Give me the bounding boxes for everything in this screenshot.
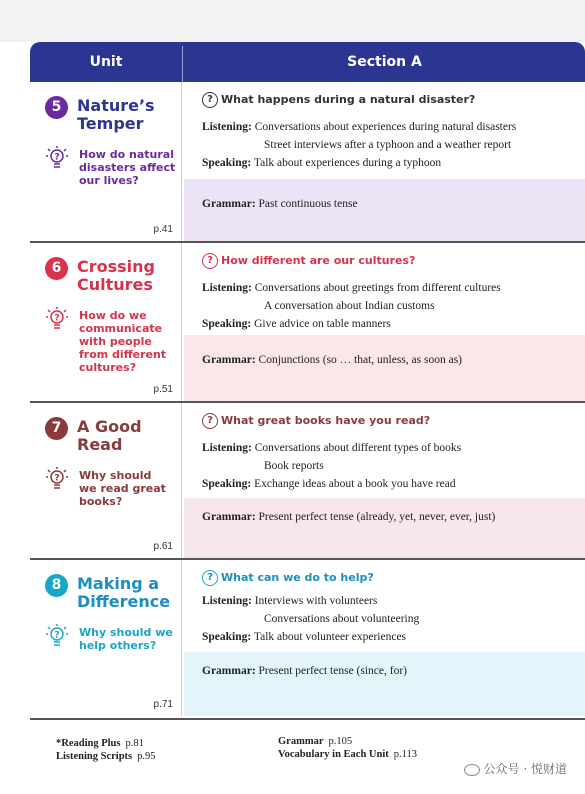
grammar-line <box>202 510 495 524</box>
footer-grammar <box>278 736 352 747</box>
grammar-label: Grammar: <box>202 665 256 677</box>
grammar-label: Grammar: <box>202 511 256 523</box>
speaking-item: Talk about experiences during a typhoon <box>253 157 442 169</box>
svg-text:?: ? <box>54 630 60 641</box>
section-question <box>202 413 430 429</box>
listening-label: Listening: <box>202 442 252 454</box>
grammar-item: Past continuous tense <box>258 198 358 210</box>
grammar-label: Grammar: <box>202 354 256 366</box>
section-question-text: What happens during a natural disaster? <box>221 93 476 106</box>
grammar-band <box>184 335 585 401</box>
listening-item: Conversations about different types of books <box>254 442 462 454</box>
footer-label: Vocabulary in Each Unit <box>278 749 389 760</box>
grammar-band <box>184 498 585 558</box>
listening-label: Listening: <box>202 282 252 294</box>
listening-item: Conversations about greetings from different cultures <box>254 282 501 294</box>
unit-essential-question: Why should we help others? <box>79 626 173 652</box>
footer-page: p.95 <box>137 751 156 762</box>
unit-number-badge: 8 <box>45 574 68 597</box>
footer-vocabulary <box>278 749 417 760</box>
unit-number-badge: 5 <box>45 96 68 119</box>
unit-cell <box>30 403 182 558</box>
grammar-band <box>184 179 585 241</box>
unit-essential-question: How do natural disasters affect our lives? <box>79 148 176 187</box>
unit-row-7 <box>30 403 585 558</box>
unit-cell <box>30 82 182 241</box>
listening-line-1 <box>202 120 516 134</box>
unit-essential-question: How do we communicate with people from different cultures? <box>79 309 167 374</box>
section-cell <box>184 560 585 716</box>
watermark <box>464 760 567 777</box>
grammar-item: Conjunctions (so … that, unless, as soon as) <box>258 354 463 366</box>
speaking-line <box>202 630 406 644</box>
section-question-text: What great books have you read? <box>221 414 431 427</box>
section-cell <box>184 243 585 401</box>
listening-label: Listening: <box>202 121 252 133</box>
footer-page: p.113 <box>393 749 418 760</box>
grammar-line <box>202 197 358 211</box>
header-section: Section A <box>347 54 422 70</box>
footer-page: p.105 <box>328 736 353 747</box>
listening-line-2: A conversation about Indian customs <box>264 300 435 312</box>
section-question <box>202 92 475 108</box>
question-mark-icon: ? <box>202 253 218 269</box>
svg-text:?: ? <box>54 152 60 163</box>
speaking-label: Speaking: <box>202 631 252 643</box>
listening-item: Conversations about experiences during natural disasters <box>254 121 517 133</box>
listening-item: Interviews with volunteers <box>254 595 378 607</box>
table-header <box>30 42 585 82</box>
unit-number-badge: 6 <box>45 257 68 280</box>
question-bulb-icon <box>44 144 70 170</box>
page-top-margin <box>0 0 585 42</box>
listening-label: Listening: <box>202 595 252 607</box>
footer-reading-plus <box>56 738 144 749</box>
question-mark-icon: ? <box>202 92 218 108</box>
watermark-text: 公众号 · 悦财道 <box>483 762 567 776</box>
grammar-band <box>184 652 585 716</box>
svg-text:?: ? <box>54 473 60 484</box>
listening-line-2: Street interviews after a typhoon and a weather report <box>264 139 512 151</box>
unit-page-number: p.61 <box>153 541 173 552</box>
question-bulb-icon <box>44 622 70 648</box>
unit-row-8 <box>30 560 585 716</box>
question-bulb-icon <box>44 465 70 491</box>
section-question <box>202 570 374 586</box>
grammar-item: Present perfect tense (already, yet, never, ever, just) <box>258 511 496 523</box>
unit-title: Making a Difference <box>77 574 171 611</box>
unit-page-number: p.41 <box>153 224 173 235</box>
listening-line-2: Conversations about volunteering <box>264 613 420 625</box>
svg-text:?: ? <box>54 313 60 324</box>
speaking-item: Talk about volunteer experiences <box>253 631 407 643</box>
unit-cell <box>30 560 182 716</box>
footer-label: *Reading Plus <box>56 738 121 749</box>
speaking-line <box>202 477 456 491</box>
listening-line-1 <box>202 281 501 295</box>
speaking-item: Give advice on table manners <box>254 318 391 330</box>
listening-line-2: Book reports <box>264 460 324 472</box>
grammar-line <box>202 664 407 678</box>
speaking-label: Speaking: <box>202 157 252 169</box>
header-unit: Unit <box>89 54 123 70</box>
question-mark-icon: ? <box>202 413 218 429</box>
listening-line-1 <box>202 594 377 608</box>
unit-cell <box>30 243 182 401</box>
unit-page-number: p.51 <box>153 384 173 395</box>
listening-line-1 <box>202 441 461 455</box>
unit-title: A Good Read <box>77 417 142 454</box>
section-cell <box>184 82 585 241</box>
speaking-label: Speaking: <box>202 318 252 330</box>
question-bulb-icon <box>44 305 70 331</box>
section-question <box>202 253 415 269</box>
grammar-line <box>202 353 462 367</box>
wechat-icon <box>464 764 480 776</box>
speaking-line <box>202 317 391 331</box>
unit-row-5 <box>30 82 585 241</box>
footer-listening-scripts <box>56 751 156 762</box>
footer-label: Grammar <box>278 736 324 747</box>
section-question-text: What can we do to help? <box>221 571 374 584</box>
speaking-label: Speaking: <box>202 478 252 490</box>
speaking-item: Exchange ideas about a book you have read <box>254 478 456 490</box>
footer-label: Listening Scripts <box>56 751 133 762</box>
footer-page: p.81 <box>125 738 144 749</box>
section-question-text: How different are our cultures? <box>221 254 416 267</box>
grammar-item: Present perfect tense (since, for) <box>258 665 408 677</box>
question-mark-icon: ? <box>202 570 218 586</box>
unit-number-badge: 7 <box>45 417 68 440</box>
unit-row-6 <box>30 243 585 401</box>
section-cell <box>184 403 585 558</box>
unit-title: Nature’s Temper <box>77 96 155 133</box>
unit-title: Crossing Cultures <box>77 257 155 294</box>
speaking-line <box>202 156 441 170</box>
unit-page-number: p.71 <box>153 699 173 710</box>
header-divider <box>182 46 183 82</box>
grammar-label: Grammar: <box>202 198 256 210</box>
unit-essential-question: Why should we read great books? <box>79 469 166 508</box>
